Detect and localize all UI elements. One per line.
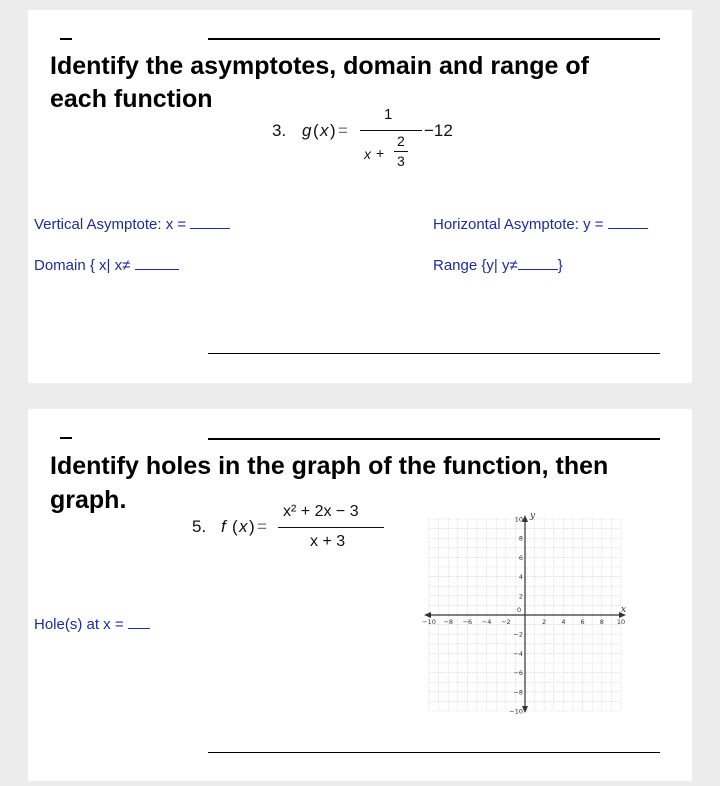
y-tick-label: 6 [518,553,523,562]
numerator: x² + 2x − 3 [283,503,359,520]
bottom-line [208,353,660,354]
x-tick-label: 4 [561,618,566,626]
heading-line-2: graph. [50,486,127,514]
worksheet-card-holes [28,409,692,781]
x-tick-label: −2 [501,618,511,626]
problem-number: 3. [272,121,287,140]
inner-denominator: 3 [397,153,405,169]
name-line [208,38,660,40]
y-axis-label: y [530,511,536,521]
horizontal-asymptote-label: Horizontal Asymptote: y = [433,216,604,233]
x-tick-label: 8 [599,618,604,626]
x-tick-label: 2 [542,618,547,626]
x-tick-label: −4 [481,618,492,626]
numerator: 1 [384,106,393,123]
function-name: g [302,121,312,140]
fraction-bar [278,527,384,528]
heading-line-2: each function [50,85,213,113]
x-tick-label: 6 [580,618,585,626]
vertical-asymptote-prompt [34,216,230,233]
range-label: Range {y| y≠ [433,257,518,274]
holes-blank[interactable] [128,616,150,629]
bottom-line [208,752,660,753]
paren-open: ( [232,517,238,536]
range-prompt [433,257,563,274]
x-tick-label: −10 [422,618,436,626]
vertical-asymptote-label: Vertical Asymptote: x = [34,216,187,233]
x-tick-label: −6 [462,618,473,626]
denominator-variable: x [364,146,371,162]
holes-prompt [34,616,150,633]
equals-sign: = [338,121,348,140]
worksheet-card-asymptotes [28,10,692,383]
constant-term: −12 [424,121,453,140]
denominator: x + 3 [310,533,346,550]
y-tick-label: 8 [518,534,523,543]
origin-label: 0 [517,606,522,614]
domain-prompt [34,257,179,274]
heading-line-1: Identify holes in the graph of the function, then [50,452,609,480]
y-tick-label: −10 [509,707,523,715]
x-tick-label: −8 [443,618,453,626]
range-blank[interactable] [518,257,558,270]
name-line [208,438,660,440]
paren-open: ( [313,121,319,140]
name-dash [60,38,72,40]
heading-line-1: Identify the asymptotes, domain and range of [50,52,589,80]
y-tick-label: −6 [513,669,523,678]
x-tick-label: 10 [616,618,626,626]
domain-label: Domain { x| x≠ [34,257,131,274]
y-tick-label: −4 [513,649,523,658]
inner-numerator: 2 [397,133,405,149]
y-tick-label: −2 [513,630,523,639]
fraction-bar [360,130,422,131]
paren-close: ) [249,517,255,536]
x-axis-label: x [621,605,627,615]
function-variable: x [239,517,248,536]
y-tick-label: −8 [513,688,523,697]
holes-label: Hole(s) at x = [34,616,124,633]
denominator-plus: + [376,145,385,161]
y-tick-label: 2 [518,592,523,601]
function-name: f [221,517,226,536]
coordinate-grid[interactable] [418,509,634,715]
range-close: } [557,257,563,274]
function-variable: x [320,121,329,140]
y-tick-label: 10 [514,515,523,524]
domain-blank[interactable] [135,257,179,270]
horizontal-asymptote-prompt [433,216,648,233]
problem-number: 5. [192,517,207,536]
inner-fraction-bar [394,151,408,152]
horizontal-asymptote-blank[interactable] [608,216,648,229]
equals-sign: = [257,517,267,536]
paren-close: ) [330,121,336,140]
name-dash [60,437,72,439]
vertical-asymptote-blank[interactable] [190,216,230,229]
y-tick-label: 4 [518,573,523,582]
